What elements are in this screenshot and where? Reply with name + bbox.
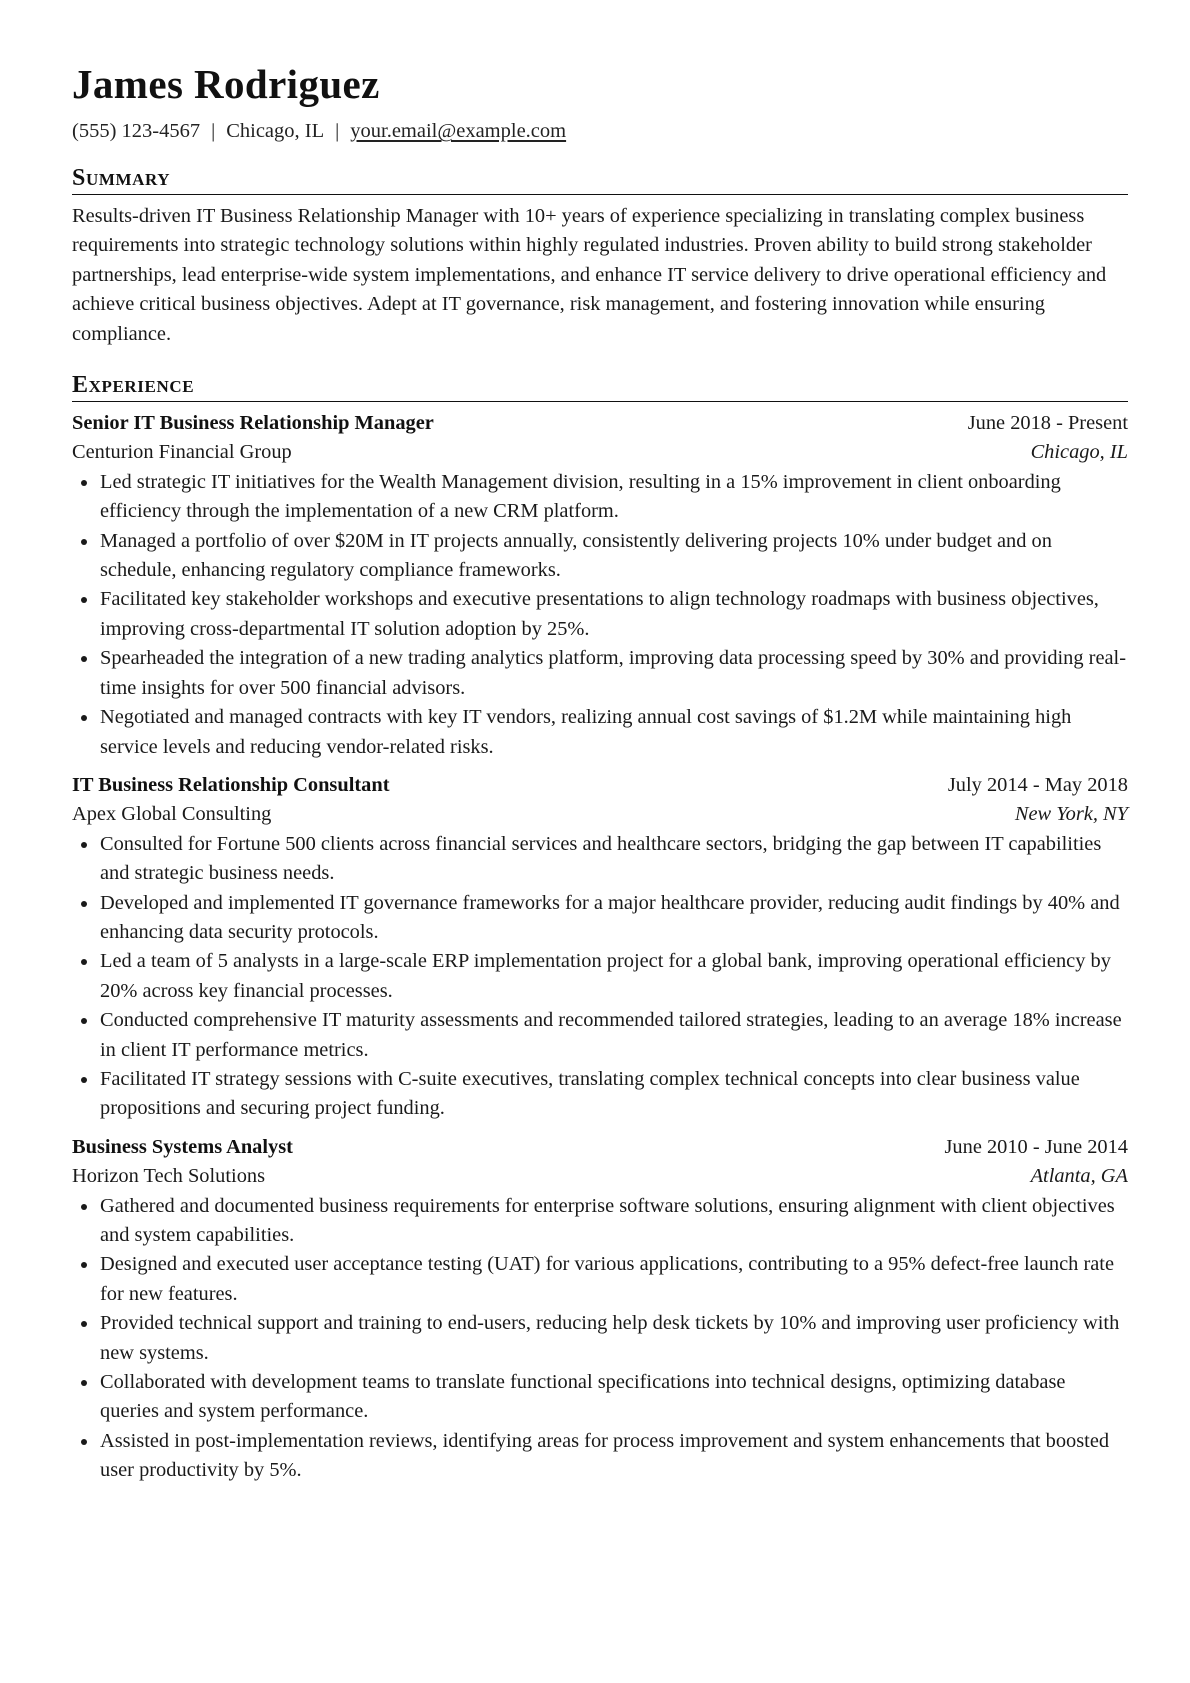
bullet-text: Negotiated and managed contracts with key IT vendors, realizing annual cost savings of $1.2M while maintaining high service levels and reducing vendor-related risks.	[100, 706, 1072, 758]
bullet-icon	[81, 1018, 87, 1024]
contact-line	[72, 118, 1128, 144]
bullet-icon	[81, 480, 87, 486]
job-title: Business Systems Analyst	[72, 1135, 293, 1158]
job-bullet	[72, 1309, 1128, 1368]
job-bullet	[72, 1006, 1128, 1065]
job-title: IT Business Relationship Consultant	[72, 773, 390, 796]
job-company-row	[72, 800, 1128, 829]
job-company: Horizon Tech Solutions	[72, 1165, 266, 1188]
bullet-icon	[81, 959, 87, 965]
job-bullet	[72, 468, 1128, 527]
job-bullet	[72, 527, 1128, 586]
job-title: Senior IT Business Relationship Manager	[72, 412, 434, 435]
job-bullet	[72, 1250, 1128, 1309]
summary-heading: Summary	[72, 164, 1128, 195]
job-bullet	[72, 1368, 1128, 1427]
bullet-icon	[81, 1380, 87, 1386]
bullet-icon	[81, 539, 87, 545]
job-header-row	[72, 1133, 1128, 1162]
job-bullets	[72, 1192, 1128, 1486]
job-bullet	[72, 703, 1128, 762]
bullet-icon	[81, 901, 87, 907]
job-company-row	[72, 1162, 1128, 1191]
job-bullet	[72, 1427, 1128, 1486]
email-link[interactable]: your.email@example.com	[350, 120, 567, 142]
job-entry	[72, 409, 1128, 762]
job-company-row	[72, 438, 1128, 467]
bullet-text: Spearheaded the integration of a new trading analytics platform, improving data processing speed by 30% and providing real-time insights for over 500 financial advisors.	[100, 647, 1127, 699]
bullet-icon	[81, 1077, 87, 1083]
job-bullet	[72, 830, 1128, 889]
bullet-icon	[81, 597, 87, 603]
bullet-text: Developed and implemented IT governance frameworks for a major healthcare provider, reducing audit findings by 40% and enhancing data security protocols.	[100, 891, 1120, 943]
job-bullet	[72, 644, 1128, 703]
job-bullet	[72, 947, 1128, 1006]
bullet-text: Gathered and documented business requirements for enterprise software solutions, ensuring alignment with client objectives and system capabilities.	[100, 1194, 1115, 1246]
bullet-text: Designed and executed user acceptance testing (UAT) for various applications, contributing to a 95% defect-free launch rate for new features.	[100, 1253, 1115, 1305]
job-header-row	[72, 771, 1128, 800]
job-location: Atlanta, GA	[1030, 1165, 1128, 1188]
bullet-text: Collaborated with development teams to translate functional specifications into technical designs, optimizing database queries and system performance.	[100, 1371, 1066, 1423]
bullet-icon	[81, 715, 87, 721]
job-bullet	[72, 1192, 1128, 1251]
job-dates: July 2014 - May 2018	[947, 773, 1128, 796]
job-bullets	[72, 468, 1128, 762]
bullet-icon	[81, 1439, 87, 1445]
job-bullets	[72, 830, 1128, 1124]
job-company: Centurion Financial Group	[72, 441, 292, 464]
job-bullet	[72, 585, 1128, 644]
job-company: Apex Global Consulting	[72, 803, 272, 826]
job-entry	[72, 1133, 1128, 1486]
bullet-text: Facilitated IT strategy sessions with C-suite executives, translating complex technical concepts into clear business value propositions and securing project funding.	[100, 1067, 1080, 1120]
bullet-icon	[81, 656, 87, 662]
experience-heading: Experience	[72, 371, 1128, 402]
job-dates: June 2018 - Present	[967, 412, 1128, 435]
job-location: Chicago, IL	[1030, 441, 1128, 464]
bullet-icon	[81, 1321, 87, 1327]
bullet-icon	[81, 1204, 87, 1210]
bullet-text: Facilitated key stakeholder workshops and executive presentations to align technology roadmaps with business objectives, improving cross-departmental IT solution adoption by 25%.	[100, 588, 1099, 640]
experience-list	[72, 409, 1128, 1486]
bullet-icon	[81, 1262, 87, 1268]
job-location: New York, NY	[1014, 803, 1128, 826]
job-entry	[72, 771, 1128, 1124]
phone-number: (555) 123-4567	[72, 120, 201, 142]
bullet-text: Led strategic IT initiatives for the Wealth Management division, resulting in a 15% improvement in client onboarding efficiency through the implementation of a new CRM platform.	[100, 470, 1061, 523]
bullet-text: Consulted for Fortune 500 clients across financial services and healthcare sectors, bridging the gap between IT capabilities and strategic business needs.	[100, 832, 1102, 885]
bullet-text: Led a team of 5 analysts in a large-scale ERP implementation project for a global bank, improving operational efficiency by 20% across key financial processes.	[100, 950, 1111, 1002]
job-header-row	[72, 409, 1128, 438]
bullet-text: Managed a portfolio of over $20M in IT projects annually, consistently delivering projects 10% under budget and on schedule, enhancing regulatory compliance frameworks.	[100, 529, 1052, 582]
job-dates: June 2010 - June 2014	[944, 1135, 1128, 1158]
bullet-text: Provided technical support and training to end-users, reducing help desk tickets by 10% and improving user proficiency with new systems.	[100, 1312, 1120, 1364]
job-bullet	[72, 889, 1128, 948]
summary-text: Results-driven IT Business Relationship Manager with 10+ years of experience specializing in translating complex business requirements into strategic technology solutions within highly regulated industries. Proven ability to build strong stakeholder partnerships, lead enterprise-wide system implementations, and enhance IT service delivery to drive operational efficiency and achieve critical business objectives. Adept at IT governance, risk management, and fostering innovation while ensuring compliance.	[72, 205, 1107, 345]
location: Chicago, IL	[226, 120, 325, 142]
bullet-text: Conducted comprehensive IT maturity assessments and recommended tailored strategies, leading to an average 18% increase in client IT performance metrics.	[100, 1009, 1122, 1061]
contact-separator: |	[211, 120, 216, 142]
bullet-icon	[81, 842, 87, 848]
job-bullet	[72, 1065, 1128, 1124]
bullet-text: Assisted in post-implementation reviews, identifying areas for process improvement and system enhancements that boosted user productivity by 5%.	[100, 1429, 1110, 1482]
contact-separator: |	[335, 120, 340, 142]
candidate-name: James Rodriguez	[72, 61, 380, 107]
